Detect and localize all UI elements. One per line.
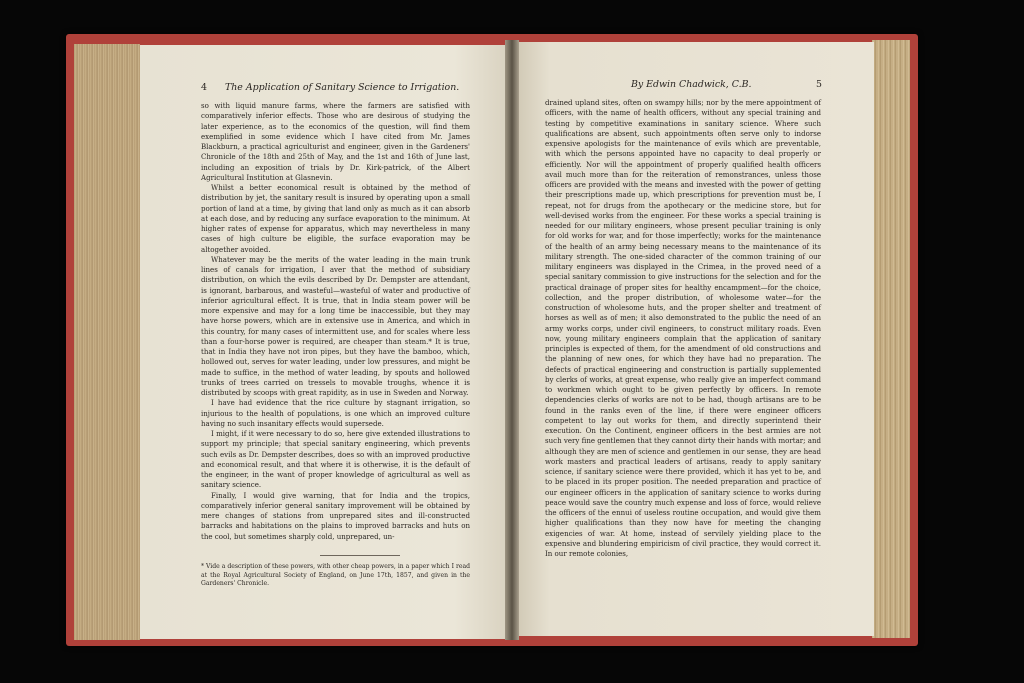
running-head: The Application of Sanitary Science to Irrigation. — [225, 82, 460, 93]
page-body — [545, 98, 821, 559]
footnote: * Vide a description of these powers, with other cheap powers, in a paper which I read at the Royal Agricultural Society of England, on June 17th, 1857, and given in the Gardeners' Chronicle. — [201, 563, 470, 588]
page-number: 5 — [816, 79, 822, 90]
running-head: By Edwin Chadwick, C.B. — [631, 79, 752, 90]
left-page-edges — [74, 44, 140, 640]
paragraph: I might, if it were necessary to do so, here give extended illustrations to support my principle; that special sanitary engineering, which prevents such evils as Dr. Dempster describes, does so with an improved productive and economical result, and that where it is otherwise, it is the default of the engineer, in the want of proper knowledge of agricultural as well as sanitary science. — [201, 429, 470, 490]
left-page — [140, 45, 510, 639]
paragraph: Whatever may be the merits of the water leading in the main trunk lines of canals for irrigation, I aver that the method of subsidiary distribution, on which the evils described by Dr. Dempster are attendant, is ignorant, barbarous, and wasteful—wasteful of water and productive of inferior agricultural effect. It is true, that in India steam power will be more expensive and may for a long time be inaccessible, but they may have horse powers, which are in extensive use in America, and which in this country, for many cases of intermittent use, and for scales where less than a four-horse power is required, are cheaper than steam.* It is true, that in India they have not iron pipes, but they have the bamboo, which, hollowed out, serves for water leading, under low pressures, and might be made to suffice, in the method of water leading, by spouts and hollowed trunks of trees carried on tressels to movable troughs, whence it is distributed by scoops with great rapidity, as in use in Sweden and Norway. — [201, 254, 470, 397]
right-page — [514, 42, 874, 636]
page-number: 4 — [201, 82, 207, 93]
paragraph: drained upland sites, often on swampy hills; nor by the mere appointment of officers, with the name of health officers, without any special training and testing by competitive examinations in sanitary science. Where such qualifications are absent, such appointments often serve only to indorse expensive apologists for the maintenance of evils which are preventable, with which the persons appointed have no capacity to deal properly or efficiently. Nor will the appointment of properly qualified health officers avail much more than for the reiteration of remonstrances, unless those officers are provided with the means and invested with the power of getting their prescriptions made up, which prescriptions for prevention must be, I repeat, not for drugs from the apothecary or the medicine store, but for well-devised works from the engineer. For these works a special training is needed for our military engineers, whose present peculiar training is only for old works for war, and for those imperfectly; works for the maintenance of the health of an army being necessary means to the maintenance of its military strength. The one-sided character of the common training of our military engineers was displayed in the Crimea, in the proved need of a special sanitary commission to give instructions for the selection and for the practical drainage of proper sites for healthy encampment—for the choice, collection, and the proper distribution, of wholesome water—for the construction of wholesome huts, and the proper shelter and treatment of horses as well as of men; it also demonstrated to the public the need of an army works corps, under civil engineers, to construct military roads. Even now, young military engineers complain that the application of sanitary principles is expected of them, for the amendment of old constructions and the planning of new ones, for which they have had no preparation. The defects of practical engineering and construction is partially supplemented by clerks of works, at great expense, who really give an imperfect command to workmen which ought to be given perfectly by officers. In remote dependencies clerks of works are not to be had, though artisans are to be found in the ranks even of the line, if there were engineer officers competent to lay out works for them, and directly superintend their execution. On the Continent, engineer officers in the best armies are not such very fine gentlemen that they cannot dirty their hands with mortar; and although they are men of science and gentlemen in our sense, they are head work masters and practical leaders of artisans, ready to apply sanitary science, if sanitary science were there provided, which it has yet to be, and to be placed in its proper position. The needed preparation and practice of our engineer officers in the application of sanitary science to works during peace would save the country much expense and loss of force, would relieve the officers of the ennui of useless routine occupation, and would give them higher qualifications than they now have for meeting the changing exigencies of war. At home, instead of servilely yielding place to the expensive and blundering empiricism of civil practice, they would correct it. In our remote colonies, — [545, 98, 822, 558]
paragraph: Whilst a better economical result is obtained by the method of distribution by jet, the sanitary result is insured by operating upon a small portion of land at a time, by giving that land only as much as it can absorb at each dose, and by reducing any surface evaporation to the minimum. At higher rates of expense for apparatus, which may nevertheless in many cases of high culture be eligible, the surface evaporation may be altogether avoided. — [201, 183, 470, 254]
page-body — [201, 101, 470, 542]
paragraph: so with liquid manure farms, where the farmers are satisfied with comparatively inferior effects. Those who are desirous of studying the later experience, as to the economics of the question, will find them exemplified in some evidence which I have cited from Mr. James Blackburn, a practical agriculturist and engineer, given in the Gardeners' Chronicle of the 18th and 25th of May, and the 1st and 16th of June last, including an exposition of trials by Dr. Kirk-patrick, of the Albert Agricultural Institution at Glasnevin. — [201, 101, 470, 182]
paragraph: I have had evidence that the rice culture by stagnant irrigation, so injurious to the health of populations, is one which an improved culture having no such insanitary effects would supersede. — [201, 398, 470, 428]
right-page-edges — [872, 40, 910, 638]
footnote-rule — [320, 555, 400, 556]
book-gutter — [505, 40, 519, 640]
paragraph: Finally, I would give warning, that for India and the tropics, comparatively inferior general sanitary improvement will be obtained by mere changes of stations from unprepared sites and ill-constructed barracks and habitations on the plains to improved barracks and huts on the cool, but sometimes sharply cold, unprepared, un- — [201, 490, 470, 541]
